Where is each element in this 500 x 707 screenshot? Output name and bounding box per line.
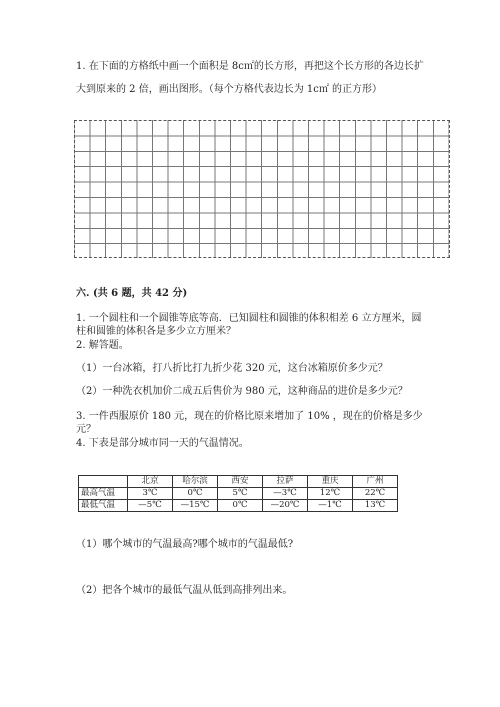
table-header-cell: [79, 476, 128, 488]
problem-4-part-1: （1）哪个城市的气温最高?哪个城市的气温最低?: [76, 539, 294, 550]
table-header-cell: 北京: [128, 476, 173, 488]
temperature-table: [78, 475, 398, 512]
problem-2-part-2: （2）一种洗衣机加价二成五后售价为 980 元，这种商品的进价是多少元？: [76, 386, 408, 397]
table-cell: —15℃: [173, 500, 218, 512]
table-cell: 5℃: [218, 488, 263, 500]
q1-line-2: 大到原来的 2 倍，画出图形。（每个方格代表边长为 1c㎡ 的正方形）: [76, 84, 383, 95]
table-header-cell: 西安: [218, 476, 263, 488]
table-cell: 13℃: [353, 500, 398, 512]
table-cell: 最高气温: [79, 488, 128, 500]
table-header-cell: 重庆: [308, 476, 353, 488]
q1-line-1: 1. 在下面的方格纸中画一个面积是 8c㎡的长方形，再把这个长方形的各边长扩: [76, 61, 424, 72]
table-cell: —1℃: [308, 500, 353, 512]
table-cell: 22℃: [353, 488, 398, 500]
table-row: [79, 488, 398, 500]
table-row: [79, 500, 398, 512]
table-cell: —5℃: [128, 500, 173, 512]
problem-4-part-2: （2）把各个城市的最低气温从低到高排列出来。: [76, 585, 293, 596]
table-cell: —20℃: [263, 500, 308, 512]
problem-2-part-1: （1）一台冰箱，打八折比打九折少花 320 元，这台冰箱原价多少元？: [76, 363, 388, 374]
table-cell: 0℃: [173, 488, 218, 500]
table-cell: 最低气温: [79, 500, 128, 512]
problem-4-title: 4. 下表是部分城市同一天的气温情况。: [76, 438, 249, 449]
table-cell: —3℃: [263, 488, 308, 500]
problem-2-title: 2. 解答题。: [76, 340, 129, 351]
problem-1-line-1: 1. 一个圆柱和一个圆锥等底等高．已知圆柱和圆锥的体积相差 6 立方厘米，圆: [76, 313, 422, 324]
table-cell: 12℃: [308, 488, 353, 500]
table-header-row: [79, 476, 398, 488]
square-grid-paper: [74, 120, 450, 258]
section-title: 六. (共 6 题，共 42 分): [76, 288, 188, 299]
problem-3-line-1: 3. 一件西服原价 180 元，现在的价格比原来增加了 10% ，现在的价格是多少: [76, 411, 423, 422]
problem-3-line-2: 元？: [76, 424, 96, 435]
table-header-cell: 拉萨: [263, 476, 308, 488]
table-header-cell: 广州: [353, 476, 398, 488]
problem-1-line-2: 柱和圆锥的体积各是多少立方厘米？: [76, 326, 236, 337]
table-cell: 0℃: [218, 500, 263, 512]
table-cell: 3℃: [128, 488, 173, 500]
table-header-cell: 哈尔滨: [173, 476, 218, 488]
